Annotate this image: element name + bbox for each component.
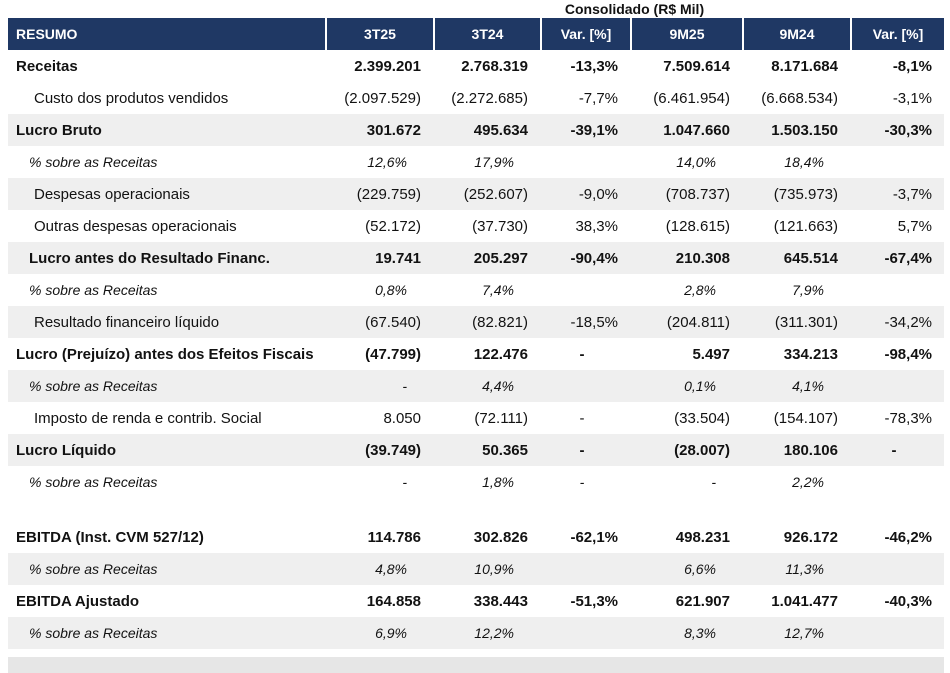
value-cell: 2.399.201 [354, 57, 421, 75]
row-label: Resultado financeiro líquido [34, 313, 220, 331]
value-cell: (252.607) [463, 185, 528, 203]
value-cell: -98,4% [884, 345, 932, 363]
value-cell: 12,2% [474, 625, 514, 641]
value-cell: 1.047.660 [663, 121, 730, 139]
value-cell: 1,8% [482, 474, 514, 490]
value-cell: 926.172 [783, 528, 838, 546]
header-9m24: 9M24 [742, 18, 850, 50]
table-row [8, 585, 944, 617]
value-cell: 122.476 [473, 345, 528, 363]
value-cell: 205.297 [473, 249, 528, 267]
table-row [8, 402, 944, 434]
value-cell: 12,7% [784, 625, 824, 641]
row-label: % sobre as Receitas [29, 378, 158, 394]
table-row [8, 466, 944, 498]
value-cell: -3,7% [892, 185, 932, 203]
value-cell: 50.365 [482, 441, 528, 459]
value-cell: 164.858 [366, 592, 421, 610]
row-label: % sobre as Receitas [29, 154, 158, 170]
row-label: EBITDA Ajustado [16, 592, 140, 610]
value-cell: -34,2% [884, 313, 932, 331]
row-label: Imposto de renda e contrib. Social [34, 409, 262, 427]
row-label: % sobre as Receitas [29, 625, 158, 641]
header-9m25: 9M25 [630, 18, 742, 50]
header-var-ninemonth: Var. [%] [850, 18, 944, 50]
value-cell: -90,4% [570, 249, 618, 267]
value-cell: (128.615) [665, 217, 730, 235]
value-cell: 0,8% [375, 282, 407, 298]
row-label: Despesas operacionais [34, 185, 190, 203]
value-cell: 11,3% [785, 561, 824, 577]
section-divider-bar [8, 657, 944, 673]
value-cell: (311.301) [774, 313, 838, 331]
table-row [8, 434, 944, 466]
value-cell: (121.663) [773, 217, 838, 235]
value-cell: 1.041.477 [771, 592, 838, 610]
value-cell: -51,3% [570, 592, 618, 610]
value-cell: -30,3% [884, 121, 932, 139]
value-cell: 2.768.319 [461, 57, 528, 75]
row-label: Custo dos produtos vendidos [34, 89, 229, 107]
table-row [8, 370, 944, 402]
value-cell: -9,0% [578, 185, 618, 203]
value-cell: 10,9% [474, 561, 514, 577]
unit-title: Consolidado (R$ Mil) [564, 1, 705, 17]
value-cell: 8.050 [383, 409, 421, 427]
value-cell: - [579, 441, 585, 459]
value-cell: (708.737) [665, 185, 730, 203]
value-cell: (33.504) [674, 409, 730, 427]
table-row [8, 50, 944, 82]
header-3t25: 3T25 [325, 18, 433, 50]
table-row [8, 274, 944, 306]
row-label: % sobre as Receitas [29, 561, 158, 577]
row-label: Outras despesas operacionais [34, 217, 237, 235]
value-cell: 0,1% [684, 378, 716, 394]
table-row [8, 306, 944, 338]
value-cell: - [579, 474, 585, 490]
value-cell: 334.213 [783, 345, 838, 363]
value-cell: (2.272.685) [451, 89, 528, 107]
value-cell: -40,3% [884, 592, 932, 610]
value-cell: 38,3% [575, 217, 618, 235]
value-cell: (39.749) [365, 441, 421, 459]
value-cell: 498.231 [675, 528, 730, 546]
section-spacer [8, 498, 944, 521]
value-cell: 6,6% [684, 561, 716, 577]
value-cell: -8,1% [892, 57, 932, 75]
value-cell: (82.821) [472, 313, 528, 331]
value-cell: - [402, 378, 407, 394]
value-cell: (67.540) [365, 313, 421, 331]
value-cell: (154.107) [773, 409, 838, 427]
value-cell: (204.811) [666, 313, 730, 331]
value-cell: 301.672 [366, 121, 421, 139]
value-cell: -78,3% [884, 409, 932, 427]
value-cell: 180.106 [783, 441, 838, 459]
value-cell: 6,9% [375, 625, 407, 641]
row-label: Receitas [16, 57, 78, 75]
value-cell: 5.497 [692, 345, 730, 363]
table-row [8, 242, 944, 274]
header-3t24: 3T24 [433, 18, 540, 50]
value-cell: (6.461.954) [653, 89, 730, 107]
value-cell: 4,8% [375, 561, 407, 577]
value-cell: 114.786 [367, 528, 421, 546]
value-cell: (2.097.529) [344, 89, 421, 107]
value-cell: 2,8% [684, 282, 716, 298]
row-label: Lucro antes do Resultado Financ. [29, 249, 270, 267]
value-cell: 7.509.614 [663, 57, 730, 75]
value-cell: -46,2% [884, 528, 932, 546]
value-cell: 302.826 [473, 528, 528, 546]
value-cell: (6.668.534) [761, 89, 838, 107]
value-cell: -67,4% [884, 249, 932, 267]
value-cell: 4,1% [792, 378, 824, 394]
value-cell: - [579, 409, 585, 427]
header-resumo: RESUMO [16, 26, 78, 42]
value-cell: 5,7% [897, 217, 932, 235]
value-cell: - [891, 441, 897, 459]
row-label: % sobre as Receitas [29, 282, 158, 298]
table-row [8, 82, 944, 114]
value-cell: 2,2% [792, 474, 824, 490]
value-cell: 17,9% [474, 154, 514, 170]
value-cell: 18,4% [784, 154, 824, 170]
header-var-quarter: Var. [%] [540, 18, 630, 50]
table-row [8, 178, 944, 210]
value-cell: 7,4% [482, 282, 514, 298]
value-cell: -7,7% [578, 89, 618, 107]
value-cell: - [579, 345, 585, 363]
value-cell: -39,1% [570, 121, 618, 139]
row-label: Lucro Bruto [16, 121, 102, 139]
value-cell: -18,5% [570, 313, 618, 331]
value-cell: 338.443 [473, 592, 528, 610]
value-cell: -62,1% [570, 528, 618, 546]
value-cell: (735.973) [773, 185, 838, 203]
value-cell: 8,3% [684, 625, 716, 641]
row-label: EBITDA (Inst. CVM 527/12) [16, 528, 204, 546]
value-cell: - [711, 474, 716, 490]
value-cell: (72.111) [474, 409, 528, 427]
table-header-row [8, 18, 944, 50]
value-cell: 495.634 [473, 121, 528, 139]
table-row [8, 521, 944, 553]
value-cell: 8.171.684 [771, 57, 838, 75]
unit-title-row [8, 0, 944, 18]
table-body [8, 50, 944, 649]
table-row [8, 210, 944, 242]
value-cell: (37.730) [472, 217, 528, 235]
value-cell: 621.907 [675, 592, 730, 610]
value-cell: 645.514 [783, 249, 838, 267]
table-row [8, 617, 944, 649]
row-label: Lucro Líquido [16, 441, 116, 459]
table-row [8, 553, 944, 585]
value-cell: -3,1% [892, 89, 932, 107]
table-row [8, 146, 944, 178]
value-cell: 1.503.150 [771, 121, 838, 139]
value-cell: - [402, 474, 407, 490]
table-row [8, 114, 944, 146]
table-row [8, 338, 944, 370]
value-cell: 14,0% [676, 154, 716, 170]
value-cell: 4,4% [482, 378, 514, 394]
value-cell: 12,6% [367, 154, 407, 170]
value-cell: 19.741 [375, 249, 421, 267]
value-cell: 7,9% [792, 282, 824, 298]
row-label: % sobre as Receitas [29, 474, 158, 490]
row-label: Lucro (Prejuízo) antes dos Efeitos Fiscais [16, 345, 314, 363]
value-cell: (52.172) [365, 217, 421, 235]
value-cell: -13,3% [570, 57, 618, 75]
value-cell: (28.007) [674, 441, 730, 459]
value-cell: 210.308 [675, 249, 730, 267]
value-cell: (229.759) [356, 185, 421, 203]
value-cell: (47.799) [365, 345, 421, 363]
